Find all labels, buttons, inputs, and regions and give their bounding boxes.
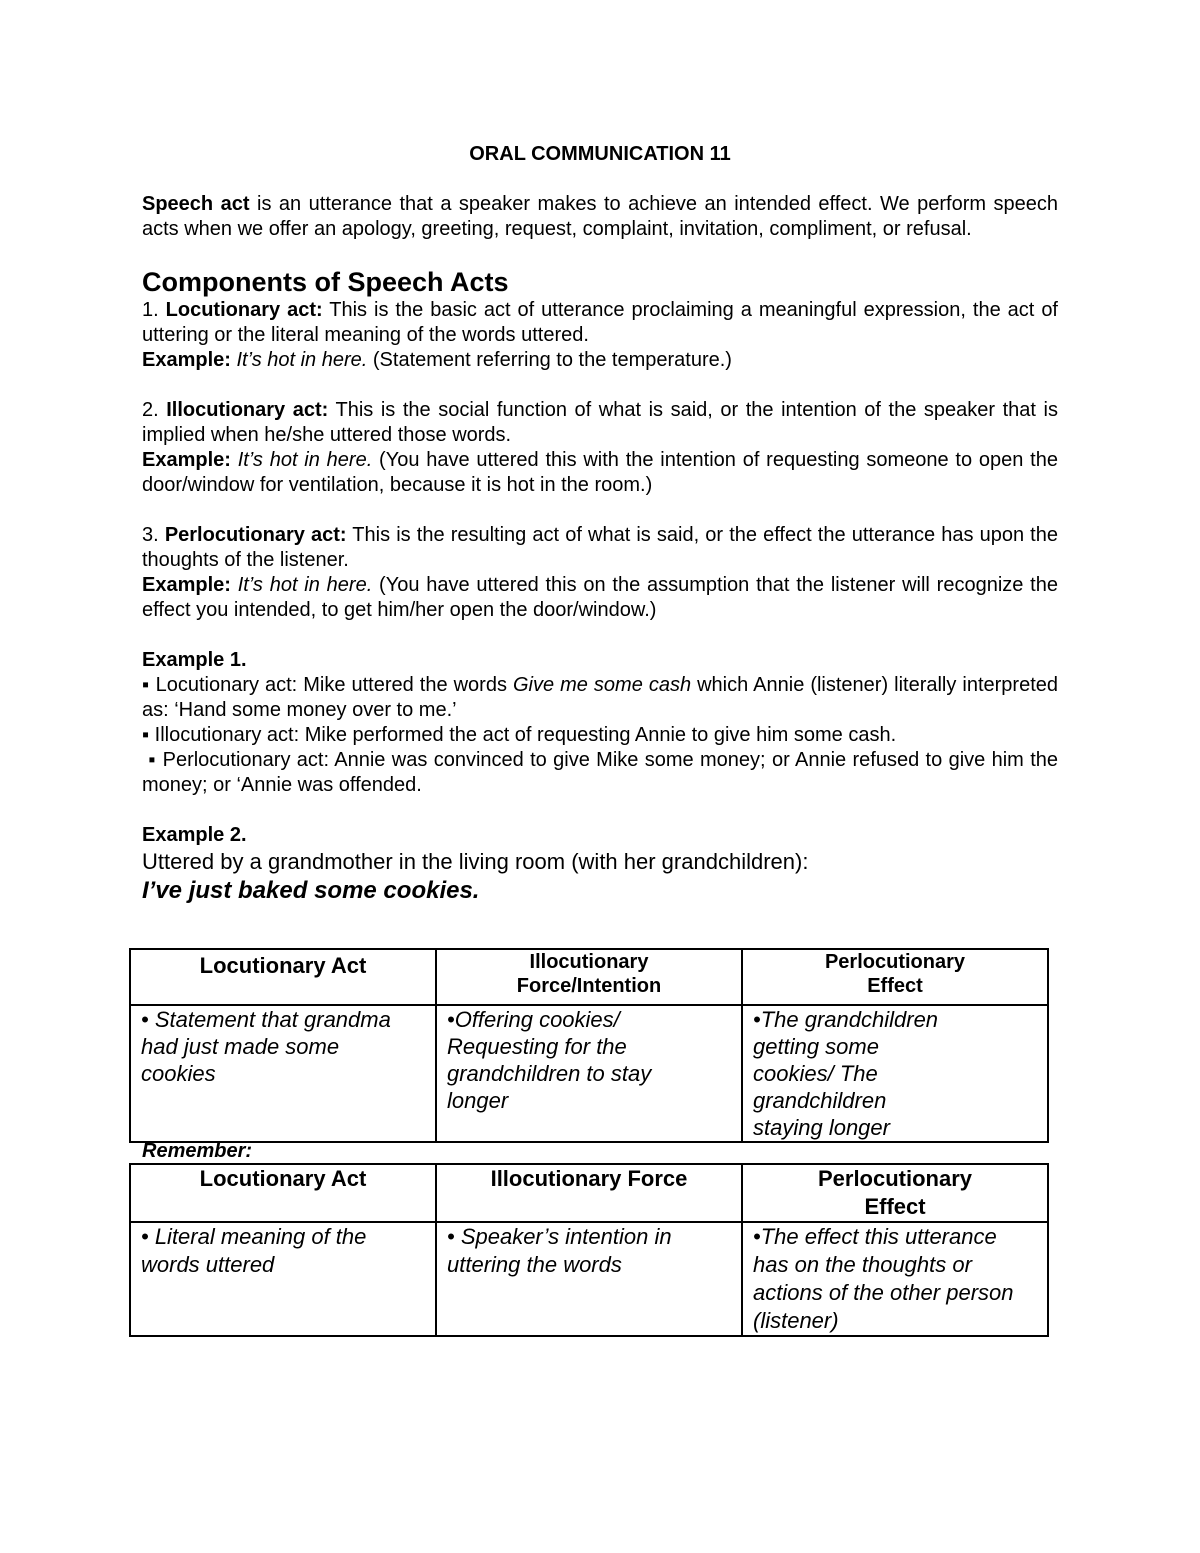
example-quote: It’s hot in here. <box>230 574 373 596</box>
document-body <box>142 140 1058 906</box>
table-header-cell: Locutionary Act <box>130 1164 436 1222</box>
table-cell: •The effect this utterance has on the thoughts or actions of the other person (listener) <box>742 1222 1048 1336</box>
component-3-definition <box>142 523 1058 573</box>
component-number: 3. <box>142 524 165 546</box>
bullet-icon: ▪ <box>148 749 157 771</box>
component-definition: This is the social function of what is said, or the intention of the speaker that is implied when he/she uttered those words. <box>142 399 1058 446</box>
example-quote: It’s hot in here. <box>230 349 368 371</box>
bullet-text: Illocutionary act: Mike performed the act of requesting Annie to give him some cash. <box>149 724 897 746</box>
cookies-speech-act-table <box>129 948 1049 1143</box>
intro-term: Speech act <box>142 193 250 215</box>
example-1-bullet-1 <box>142 673 1058 723</box>
component-1-definition <box>142 298 1058 348</box>
spacer <box>142 498 1058 523</box>
component-number: 2. <box>142 399 167 421</box>
bullet-text: Locutionary act: Mike uttered the words <box>149 674 513 696</box>
table-row <box>130 1222 1048 1336</box>
component-1-example <box>142 348 1058 373</box>
example-label: Example: <box>142 449 231 471</box>
spacer <box>142 373 1058 398</box>
remember-summary-table <box>129 1163 1049 1337</box>
component-3-example <box>142 573 1058 623</box>
component-label: Locutionary act: <box>165 299 323 321</box>
component-label: Illocutionary act: <box>166 399 329 421</box>
table-header-cell: Illocutionary Force <box>436 1164 742 1222</box>
intro-text: is an utterance that a speaker makes to achieve an intended effect. We perform speech acts when we offer an apology, greeting, request, complaint, invitation, compliment, or refusal. <box>142 193 1059 240</box>
intro-paragraph <box>142 192 1058 242</box>
table-header-cell: Perlocutionary Effect <box>742 1164 1048 1222</box>
table-header-cell: Perlocutionary Effect <box>742 949 1048 1005</box>
bullet-text: Perlocutionary act: Annie was convinced to give Mike some money; or Annie refused to give him the money; or ‘Annie was offended. <box>142 749 1058 796</box>
component-label: Perlocutionary act: <box>164 524 347 546</box>
bullet-icon: ▪ <box>142 674 150 696</box>
example-label: Example: <box>142 349 231 371</box>
example-1-bullet-3 <box>142 748 1058 798</box>
remember-label: Remember: <box>142 1140 253 1162</box>
component-number: 1. <box>142 299 166 321</box>
bullet-text: which Annie (listener) literally interpreted as: ‘Hand some money over to me.’ <box>142 674 1059 721</box>
section-heading: Components of Speech Acts <box>142 267 509 297</box>
example-1-label: Example 1. <box>142 649 247 671</box>
example-note: (You have uttered this with the intention of requesting someone to open the door/window for ventilation, because it is hot in the room.) <box>142 449 1058 496</box>
bullet-icon: ▪ <box>142 724 150 746</box>
example-1-bullet-2 <box>142 723 1058 748</box>
table-header-row <box>130 949 1048 1005</box>
example-note: (Statement referring to the temperature.) <box>367 349 732 371</box>
example-quote: It’s hot in here. <box>230 449 373 471</box>
table-header-cell: Illocutionary Force/Intention <box>436 949 742 1005</box>
spacer <box>142 798 1058 823</box>
component-2-example <box>142 448 1058 498</box>
component-definition: This is the basic act of utterance proclaiming a meaningful expression, the act of uttering or the literal meaning of the words uttered. <box>142 299 1058 346</box>
table-cell: • Speaker’s intention in uttering the words <box>436 1222 742 1336</box>
example-2-context: Uttered by a grandmother in the living room (with her grandchildren): <box>142 849 809 874</box>
table-header-cell: Locutionary Act <box>130 949 436 1005</box>
table-cell: •The grandchildren getting some cookies/ The grandchildren staying longer <box>742 1005 1048 1142</box>
component-2-definition <box>142 398 1058 448</box>
example-2-utterance: I’ve just baked some cookies. <box>142 877 480 904</box>
table-cell: • Statement that grandma had just made some cookies <box>130 1005 436 1142</box>
page-title: ORAL COMMUNICATION 11 <box>469 143 731 165</box>
table-row <box>130 1005 1048 1142</box>
bullet-quote: Give me some cash <box>512 674 692 696</box>
component-definition: This is the resulting act of what is said, or the effect the utterance has upon the thoughts of the listener. <box>142 524 1058 571</box>
example-2-label: Example 2. <box>142 824 247 846</box>
table-header-row <box>130 1164 1048 1222</box>
example-note: (You have uttered this on the assumption that the listener will recognize the effect you intended, to get him/her open the door/window.) <box>142 574 1058 621</box>
example-label: Example: <box>142 574 231 596</box>
table-cell: •Offering cookies/ Requesting for the grandchildren to stay longer <box>436 1005 742 1142</box>
table-cell: • Literal meaning of the words uttered <box>130 1222 436 1336</box>
spacer <box>142 623 1058 648</box>
